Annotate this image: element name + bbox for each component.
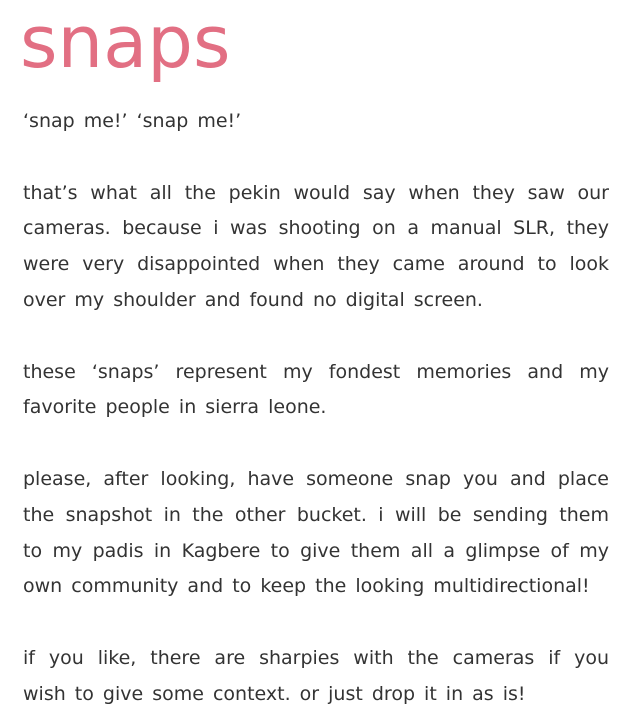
paragraph-cameras: that’s what all the pekin would say when they saw our cameras. because i was shooting on a manual SLR, they were very disappointed when they came around to look over my shoulder and found no digital screen. <box>23 181 609 311</box>
page-title: snaps <box>20 0 231 84</box>
paragraph-instructions: please, after looking, have someone snap you and place the snapshot in the other bucket. i will be sending them to my padis in Kagbere to give them all a glimpse of my own community and to keep the looking multidirectional! <box>23 467 609 598</box>
paragraph-intro: ‘snap me!’ ‘snap me!’ <box>23 110 242 132</box>
body-text <box>23 104 609 713</box>
paragraph-sharpies: if you like, there are sharpies with the cameras if you wish to give some context. or just drop it in as is! <box>23 646 609 705</box>
paragraph-memories: these ‘snaps’ represent my fondest memories and my favorite people in sierra leone. <box>23 360 609 419</box>
